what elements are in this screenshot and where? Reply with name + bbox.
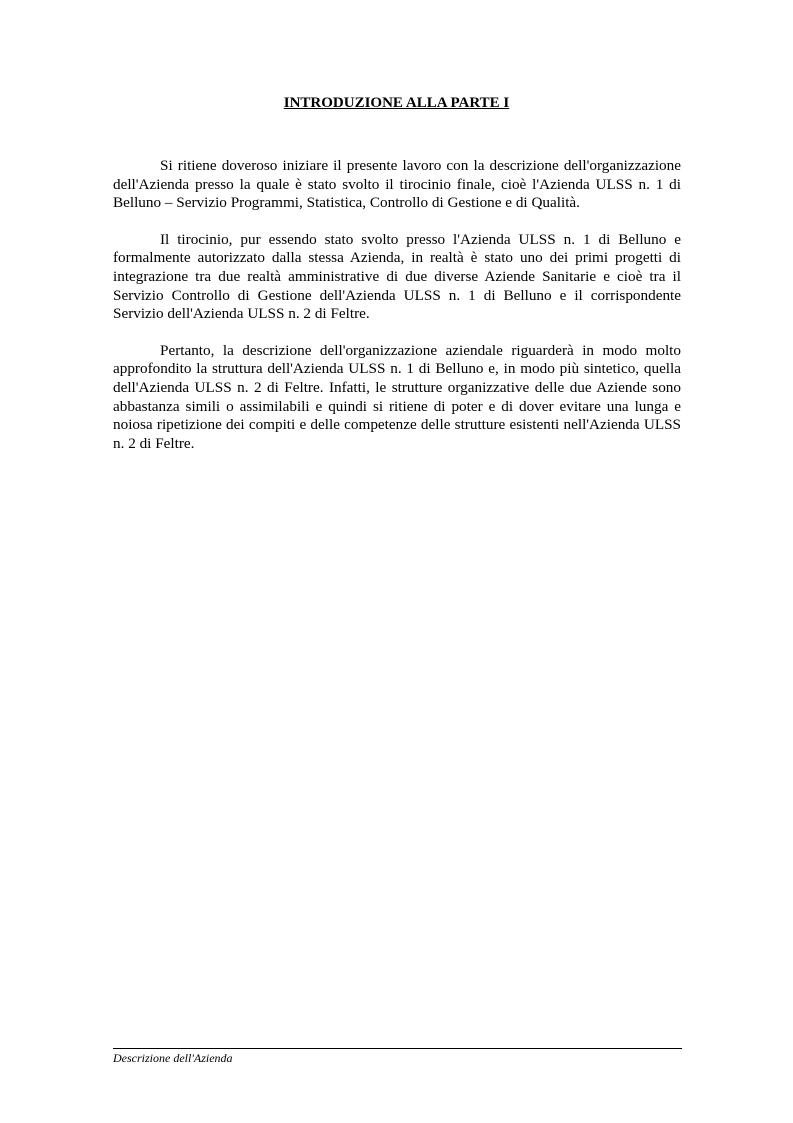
footer-divider	[113, 1048, 682, 1049]
paragraph-3: Pertanto, la descrizione dell'organizzazione aziendale riguarderà in modo molto approfondito la struttura dell'Azienda ULSS n. 1 di Belluno e, in modo più sintetico, quella dell'Azienda ULSS n. 2 di Feltre. Infatti, le strutture organizzative delle due Aziende sono abbastanza simili o assimilabili e quindi si ritiene di poter e di dover evitare una lunga e noiosa ripetizione dei compiti e delle competenze delle strutture esistenti nell'Azienda ULSS n. 2 di Feltre.	[113, 341, 681, 452]
running-footer: Descrizione dell'Azienda	[113, 1051, 233, 1065]
paragraph-2: Il tirocinio, pur essendo stato svolto presso l'Azienda ULSS n. 1 di Belluno e formalmente autorizzato dalla stessa Azienda, in realtà è stato uno dei primi progetti di integrazione tra due realtà amministrative di due diverse Aziende Sanitarie e cioè tra il Servizio Controllo di Gestione dell'Azienda ULSS n. 1 di Belluno e il corrispondente Servizio dell'Azienda ULSS n. 2 di Feltre.	[113, 230, 681, 323]
body-text	[113, 157, 681, 471]
paragraph-1: Si ritiene doveroso iniziare il presente lavoro con la descrizione dell'organizzazione dell'Azienda presso la quale è stato svolto il tirocinio finale, cioè l'Azienda ULSS n. 1 di Belluno – Servizio Programmi, Statistica, Controllo di Gestione e di Qualità.	[113, 157, 681, 212]
page-title: INTRODUZIONE ALLA PARTE I	[283, 95, 510, 111]
